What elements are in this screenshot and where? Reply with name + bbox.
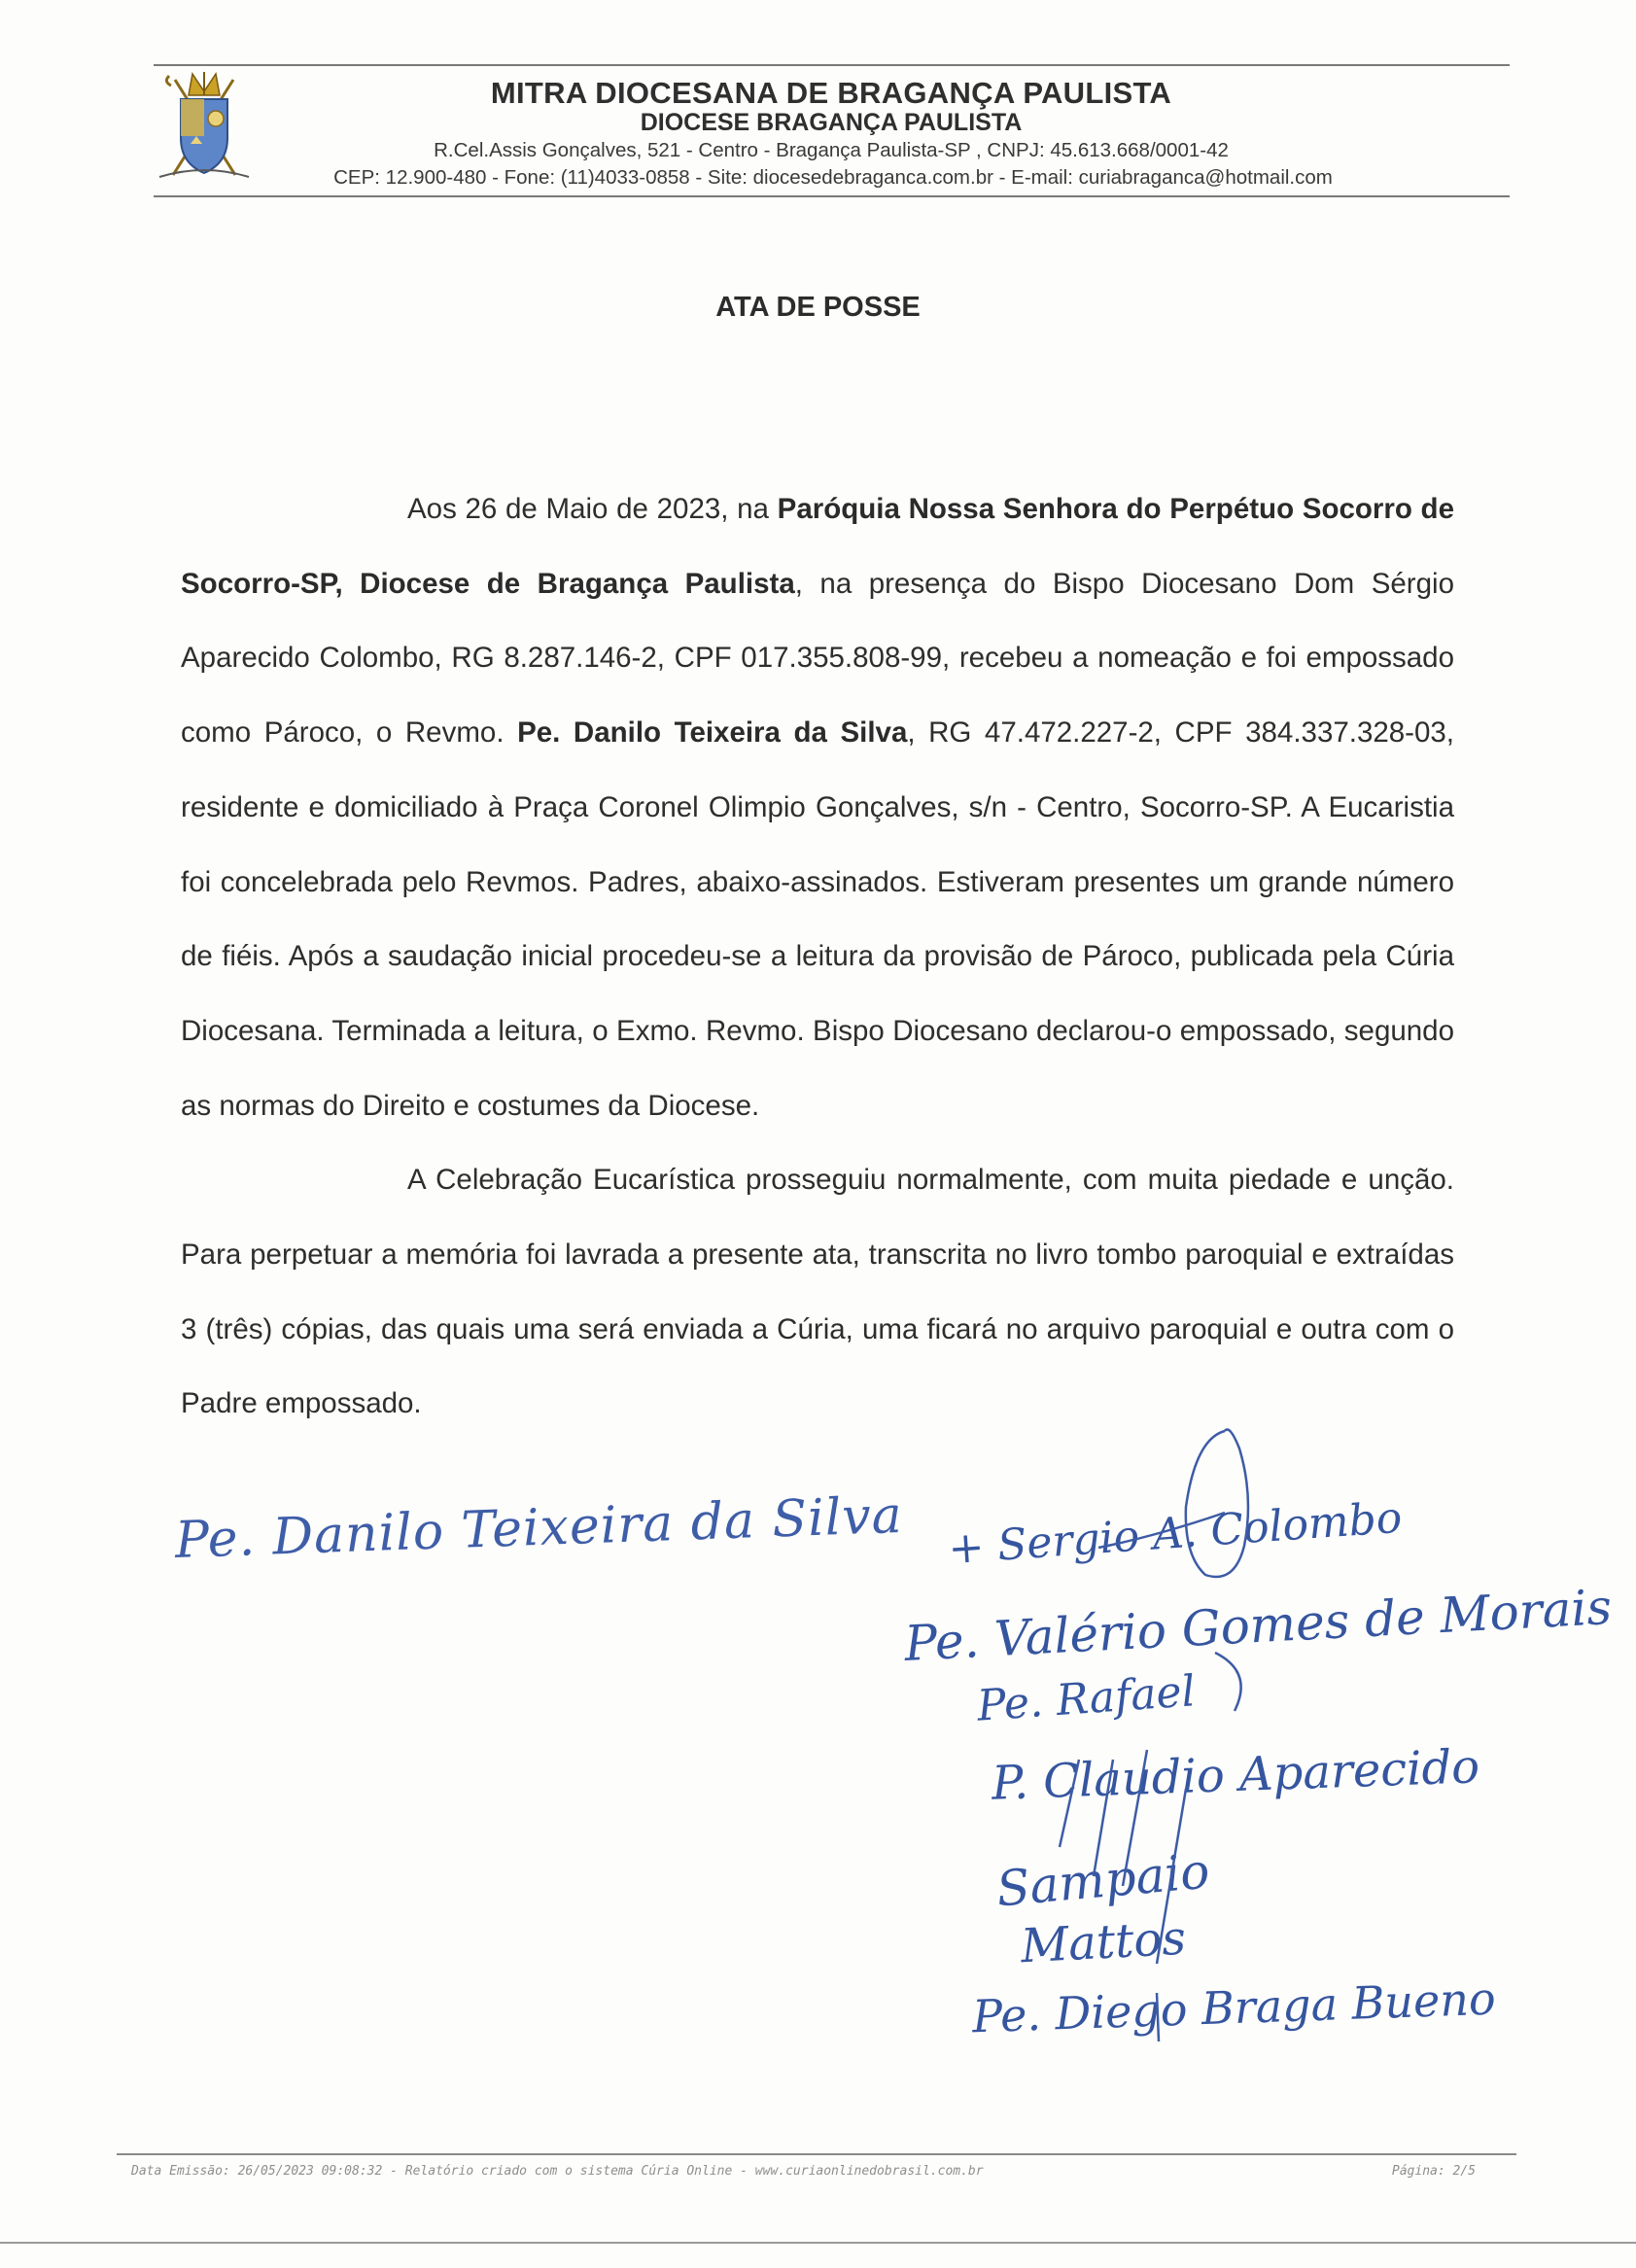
document-body: [181, 472, 1454, 1442]
footer-bottom-rule: [0, 2242, 1636, 2244]
document-title: ATA DE POSSE: [715, 292, 921, 323]
pastor-signature: Pe. Danilo Teixeira da Silva: [173, 1485, 904, 1570]
parish-name: Paróquia Nossa Senhora do Perpétuo Socorro de Socorro-SP, Diocese de Bragança Paulista: [181, 493, 1454, 600]
paragraph-1-text-2: , na presença do Bispo Diocesano Dom Sérgio Aparecido Colombo, RG 8.287.146-2, CPF 017.355.808-99, recebeu a nomeação e foi empossado como Pároco, o Revmo.: [181, 567, 1454, 750]
footer-rule: [117, 2153, 1516, 2155]
header-title: MITRA DIOCESANA DE BRAGANÇA PAULISTA: [490, 76, 1172, 110]
header-subtitle: DIOCESE BRAGANÇA PAULISTA: [640, 109, 1023, 136]
footer-emission-info: Data Emissão: 26/05/2023 09:08:32 - Relatório criado com o sistema Cúria Online - www.curiaonlinedobrasil.com.br: [131, 2164, 984, 2179]
priest-name: Pe. Danilo Teixeira da Silva: [517, 716, 908, 750]
header-bottom-rule: [154, 195, 1510, 197]
paragraph-1-text-3: , RG 47.472.227-2, CPF 384.337.328-03, residente e domiciliado à Praça Coronel Olimpio Gonçalves, s/n - Centro, Socorro-SP. A Eucaristia foi concelebrada pelo Revmos. Padres, abaixo-assinados. Estiveram presentes um grande número de fiéis. Após a saudação inicial procedeu-se a leitura da provisão de Pároco, publicada pela Cúria Diocesana. Terminada a leitura, o Exmo. Revmo. Bispo Diocesano declarou-o empossado, segundo as normas do Direito e costumes da Diocese.: [181, 716, 1455, 1122]
bishop-signature: + Sergio A. Colombo: [946, 1492, 1404, 1575]
footer-page-number: Página: 2/5: [1391, 2164, 1476, 2179]
header-top-rule: [154, 64, 1510, 66]
priest-signature-4: Sampaio: [993, 1842, 1212, 1918]
paragraph-1-text-1: Aos 26 de Maio de 2023, na: [407, 493, 778, 525]
priest-signature-2: Pe. Rafael: [975, 1666, 1198, 1731]
concelebrant-signatures: [902, 1419, 1614, 2043]
paragraph-1: [181, 472, 1454, 1143]
priest-signature-5: Mattos: [1019, 1910, 1188, 1974]
priest-signature-6: Pe. Diego Braga Bueno: [971, 1971, 1497, 2043]
paragraph-2: A Celebração Eucarística prosseguiu normalmente, com muita piedade e unção. Para perpetuar a memória foi lavrada a presente ata, transcrita no livro tombo paroquial e extraídas 3 (três) cópias, das quais uma será enviada a Cúria, uma ficará no arquivo paroquial e outra com o Padre empossado.: [181, 1164, 1454, 1420]
header-address-line1: R.Cel.Assis Gonçalves, 521 - Centro - Bragança Paulista-SP , CNPJ: 45.613.668/0001-42: [434, 139, 1229, 161]
header-address-line2: CEP: 12.900-480 - Fone: (11)4033-0858 - Site: diocesedebraganca.com.br - E-mail: curiabraganca@hotmail.com: [333, 166, 1333, 189]
priest-signature-3: P. Claudio Aparecido: [991, 1739, 1480, 1811]
priest-signature-1: Pe. Valério Gomes de Morais: [902, 1578, 1614, 1673]
